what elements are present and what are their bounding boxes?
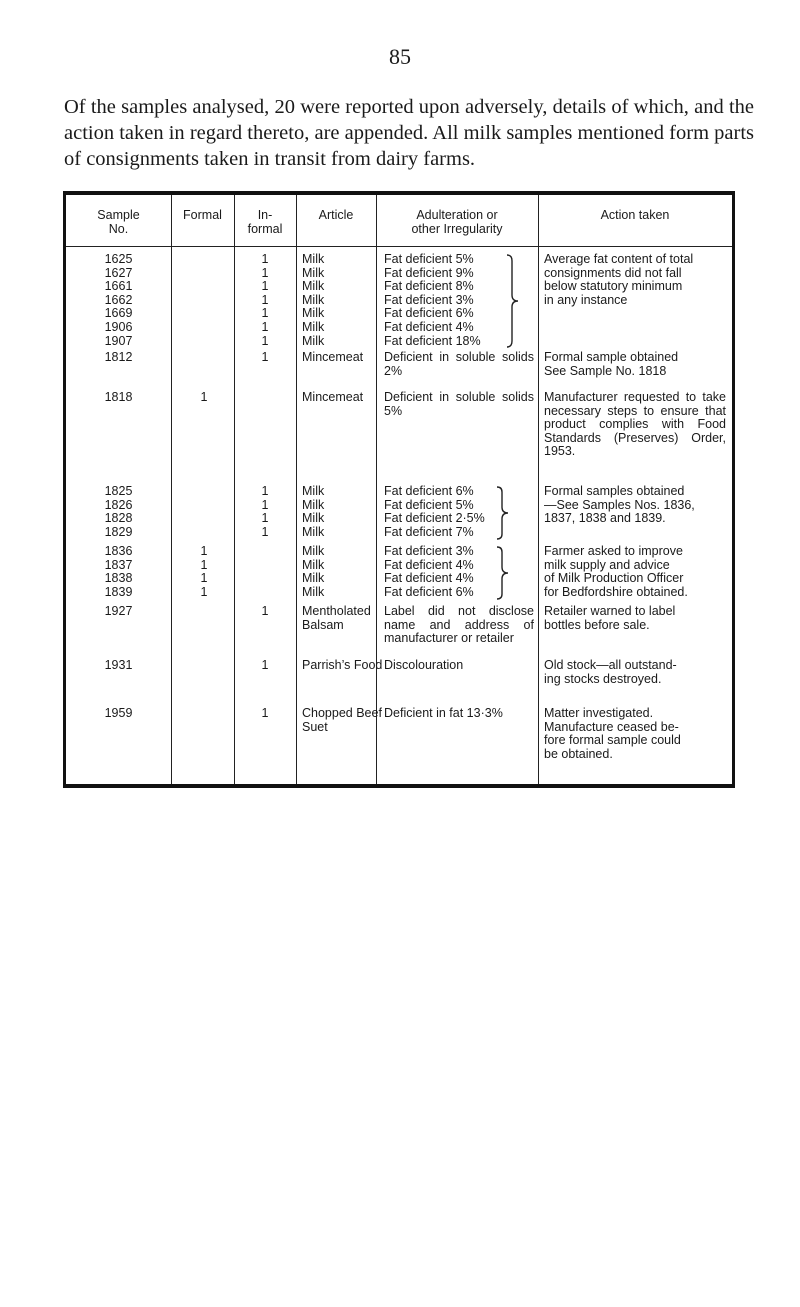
- formal-cell: 1 1 1 1: [200, 544, 208, 599]
- article-cell: Mincemeat: [302, 390, 364, 404]
- informal-cell: 1: [261, 604, 269, 618]
- article-cell: Milk Milk Milk Milk: [302, 544, 325, 599]
- sample-no-cell: 1959: [104, 706, 133, 720]
- header-formal: Formal: [183, 208, 222, 222]
- adulteration-cell: Deficient in soluble solids 2%: [384, 350, 534, 378]
- page-number: 85: [389, 44, 411, 69]
- action-cell: Farmer asked to improve milk supply and advice of Milk Production Officer for Bedfordshire obtained.: [544, 544, 688, 599]
- sample-no-cell: 1818: [104, 390, 133, 404]
- action-cell: Retailer warned to label bottles before sale.: [544, 604, 676, 632]
- grouping-brace: [506, 253, 520, 349]
- informal-cell: 1: [261, 706, 269, 720]
- action-cell: Formal samples obtained —See Samples Nos. 1836, 1837, 1838 and 1839.: [544, 484, 695, 526]
- adulteration-cell: Discolouration: [384, 658, 464, 672]
- informal-cell: 1: [261, 658, 269, 672]
- sample-no-cell: 1812: [104, 350, 133, 364]
- sample-no-cell: 1836 1837 1838 1839: [104, 544, 133, 599]
- article-cell: Milk Milk Milk Milk Milk Milk Milk: [302, 252, 325, 348]
- header-informal: In- formal: [247, 208, 283, 236]
- action-cell: Average fat content of total consignments did not fall below statutory minimum in any instance: [544, 252, 694, 307]
- formal-cell: 1: [200, 390, 208, 404]
- adulteration-cell: Fat deficient 3% Fat deficient 4% Fat deficient 4% Fat deficient 6%: [384, 544, 474, 599]
- header-divider: [66, 246, 732, 247]
- informal-cell: 1 1 1 1: [261, 484, 269, 539]
- sample-no-cell: 1931: [104, 658, 133, 672]
- adulteration-cell: Deficient in fat 13·3%: [384, 706, 503, 720]
- informal-cell: 1: [261, 350, 269, 364]
- sample-no-cell: 1927: [104, 604, 133, 618]
- informal-cell: 1 1 1 1 1 1 1: [261, 252, 269, 348]
- intro-paragraph: Of the samples analysed, 20 were reported upon adversely, details of which, and the action taken in regard thereto, are appended. All milk samples mentioned form parts of consignments taken in transit from dairy farms.: [64, 96, 754, 170]
- adulteration-cell: Fat deficient 5% Fat deficient 9% Fat deficient 8% Fat deficient 3% Fat deficient 6% Fat deficient 4% Fat deficient 18%: [384, 252, 481, 348]
- samples-table: [63, 191, 735, 788]
- article-cell: Parrish’s Food: [302, 658, 383, 672]
- article-cell: Mentholated Balsam: [302, 604, 371, 632]
- action-cell: Matter investigated. Manufacture ceased be- fore formal sample could be obtained.: [544, 706, 681, 761]
- column-divider: [171, 195, 172, 784]
- action-cell: Manufacturer requested to take necessary steps to ensure that product complies with Food Standards (Preserves) Order, 1953.: [544, 390, 726, 459]
- action-cell: Old stock—all outstand- ing stocks destroyed.: [544, 658, 677, 686]
- header-article: Article: [318, 208, 354, 222]
- article-cell: Milk Milk Milk Milk: [302, 484, 325, 539]
- header-adulteration: Adulteration or other Irregularity: [411, 208, 503, 236]
- article-cell: Mincemeat: [302, 350, 364, 364]
- article-cell: Chopped Beef Suet: [302, 706, 382, 734]
- grouping-brace: [496, 545, 510, 601]
- column-divider: [538, 195, 539, 784]
- sample-no-cell: 1825 1826 1828 1829: [104, 484, 133, 539]
- adulteration-cell: Fat deficient 6% Fat deficient 5% Fat deficient 2·5% Fat deficient 7%: [384, 484, 485, 539]
- header-action: Action taken: [600, 208, 670, 222]
- adulteration-cell: Label did not disclose name and address of manufacturer or retailer: [384, 604, 534, 646]
- sample-no-cell: 1625 1627 1661 1662 1669 1906 1907: [104, 252, 133, 348]
- adulteration-cell: Deficient in soluble solids 5%: [384, 390, 534, 418]
- grouping-brace: [496, 485, 510, 541]
- column-divider: [296, 195, 297, 784]
- header-sample-no: Sample No.: [97, 208, 140, 236]
- action-cell: Formal sample obtained See Sample No. 1818: [544, 350, 679, 378]
